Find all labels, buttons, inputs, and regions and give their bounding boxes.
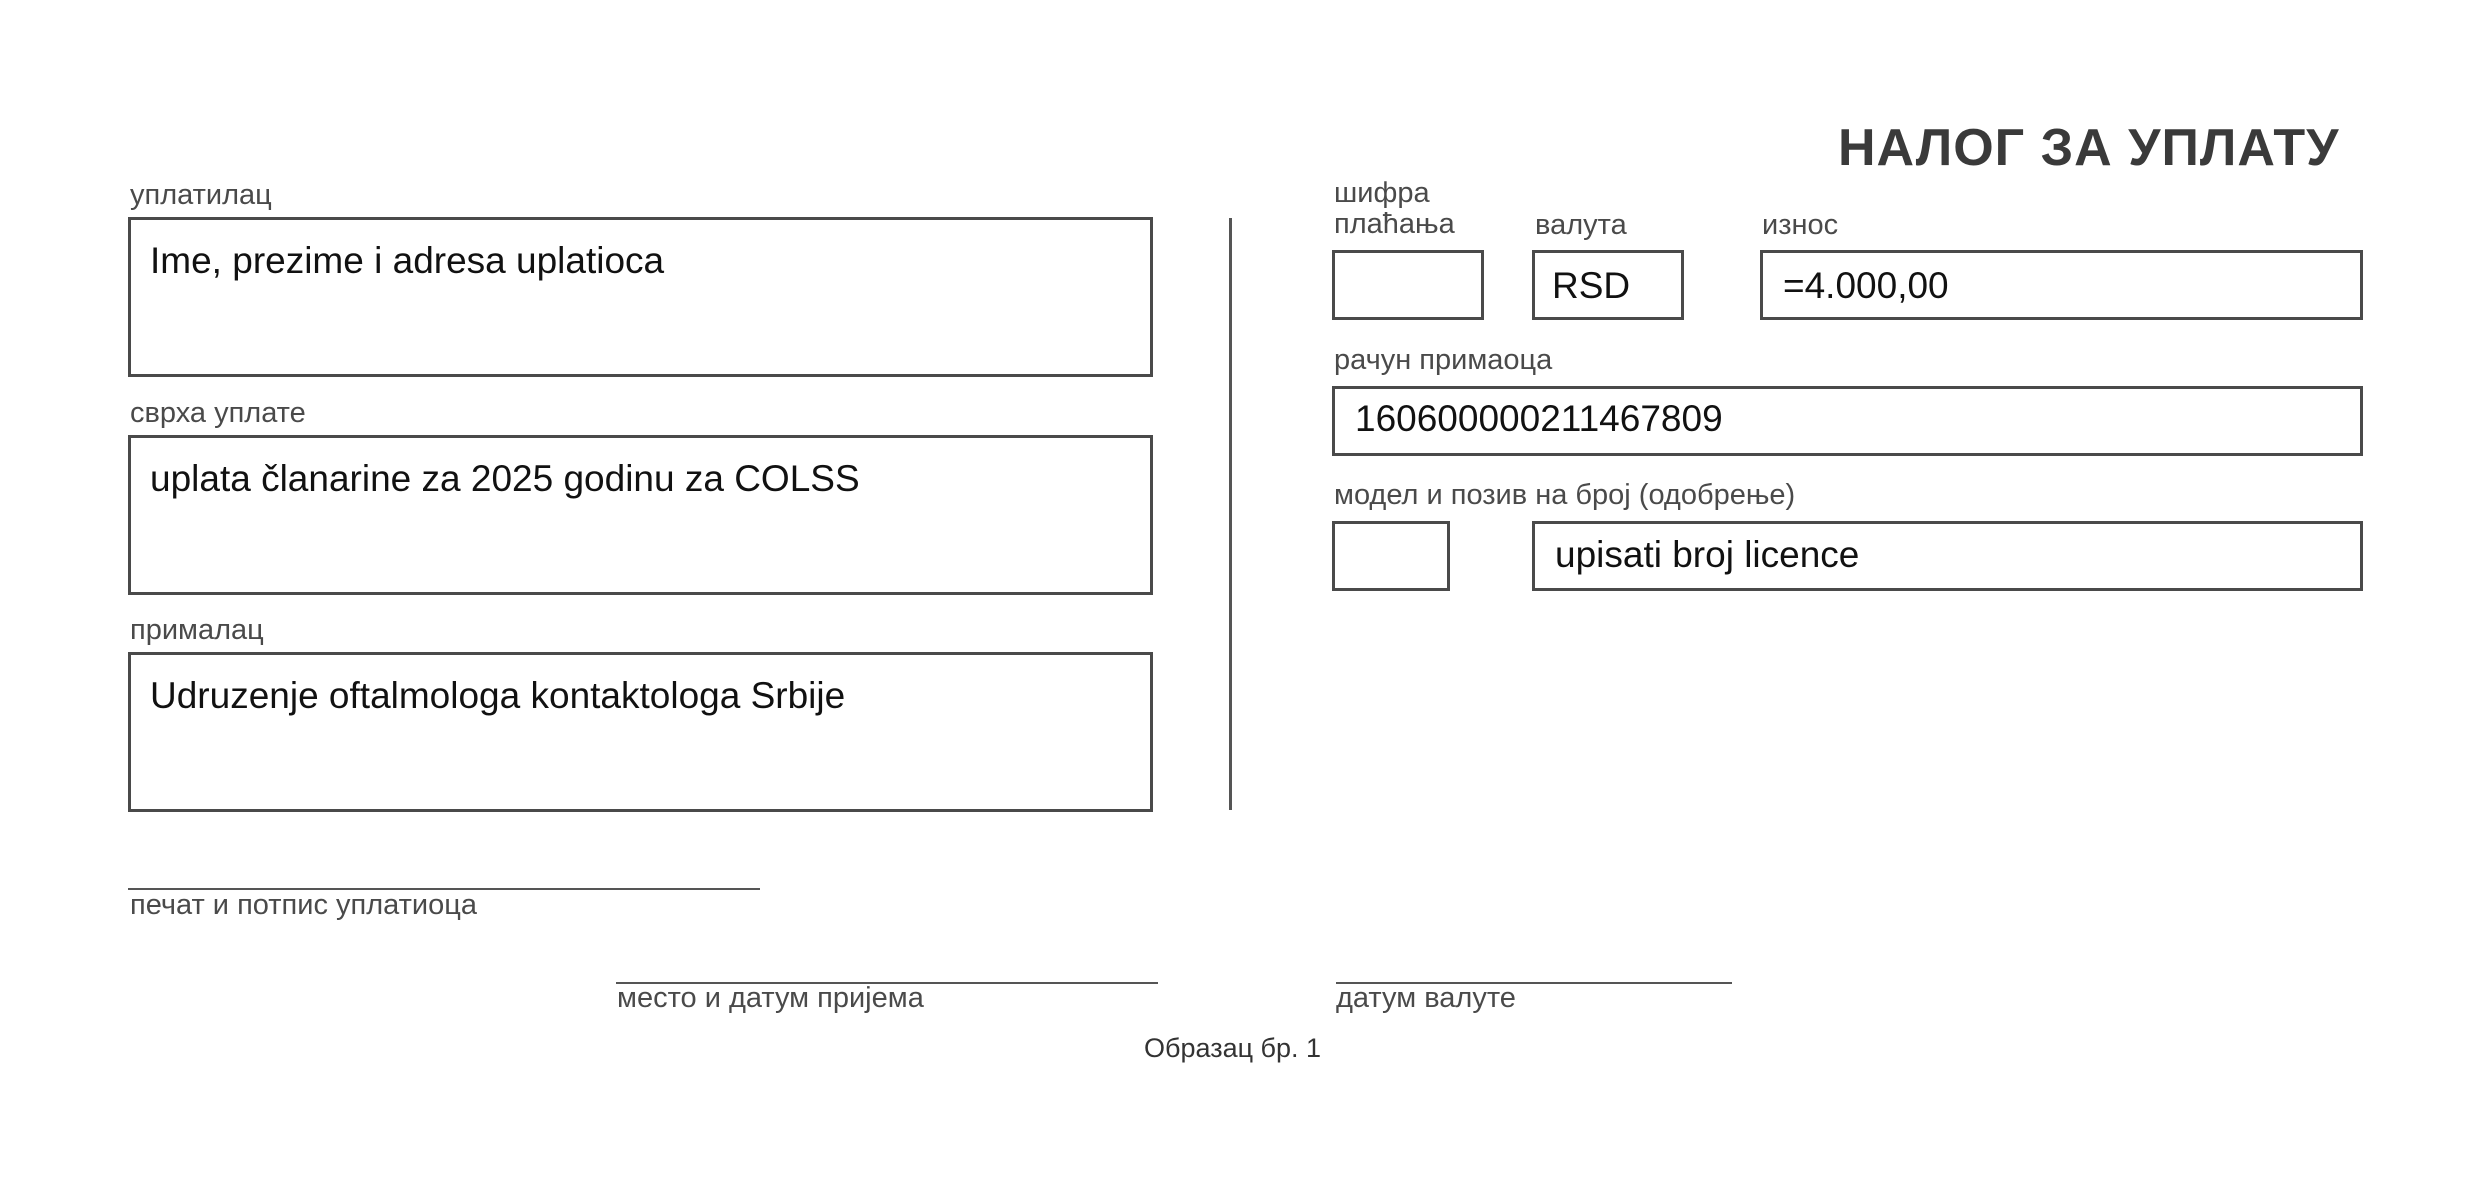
payer-label: уплатилац — [130, 179, 272, 211]
reference-label: модел и позив на број (одобрење) — [1334, 479, 1796, 511]
currency-field[interactable] — [1532, 250, 1684, 320]
payer-field[interactable] — [128, 217, 1153, 377]
reference-field[interactable] — [1532, 521, 2363, 591]
payment-code-label-line1: шифра — [1334, 177, 1430, 209]
recipient-field[interactable] — [128, 652, 1153, 812]
signature-label: печат и потпис уплатиоца — [130, 889, 477, 921]
account-value: 160600000211467809 — [1355, 398, 1723, 439]
recipient-label: прималац — [130, 614, 264, 646]
purpose-value: uplata članarine za 2025 godinu za COLSS — [150, 458, 860, 499]
account-label: рачун примаоца — [1334, 344, 1553, 376]
purpose-label: сврха уплате — [130, 397, 306, 429]
amount-label: износ — [1762, 209, 1839, 241]
currency-label: валута — [1535, 209, 1627, 241]
value-date-label: датум валуте — [1336, 982, 1516, 1014]
payment-code-field[interactable] — [1332, 250, 1484, 320]
account-field[interactable] — [1332, 386, 2363, 456]
currency-value: RSD — [1552, 265, 1631, 306]
model-field[interactable] — [1332, 521, 1450, 591]
payer-value: Ime, prezime i adresa uplatioca — [150, 240, 665, 281]
form-number: Образац бр. 1 — [1144, 1033, 1322, 1063]
reference-value: upisati broj licence — [1555, 534, 1860, 575]
place-date-label: место и датум пријема — [617, 982, 924, 1014]
amount-field[interactable] — [1760, 250, 2363, 320]
payment-code-label-line2: плаћања — [1334, 208, 1455, 241]
purpose-field[interactable] — [128, 435, 1153, 595]
amount-value: =4.000,00 — [1783, 265, 1949, 306]
recipient-value: Udruzenje oftalmologa kontaktologa Srbije — [150, 675, 846, 716]
payment-code-label — [1334, 178, 1455, 241]
form-title: НАЛОГ ЗА УПЛАТУ — [1838, 119, 2340, 177]
column-divider — [1229, 218, 1232, 810]
